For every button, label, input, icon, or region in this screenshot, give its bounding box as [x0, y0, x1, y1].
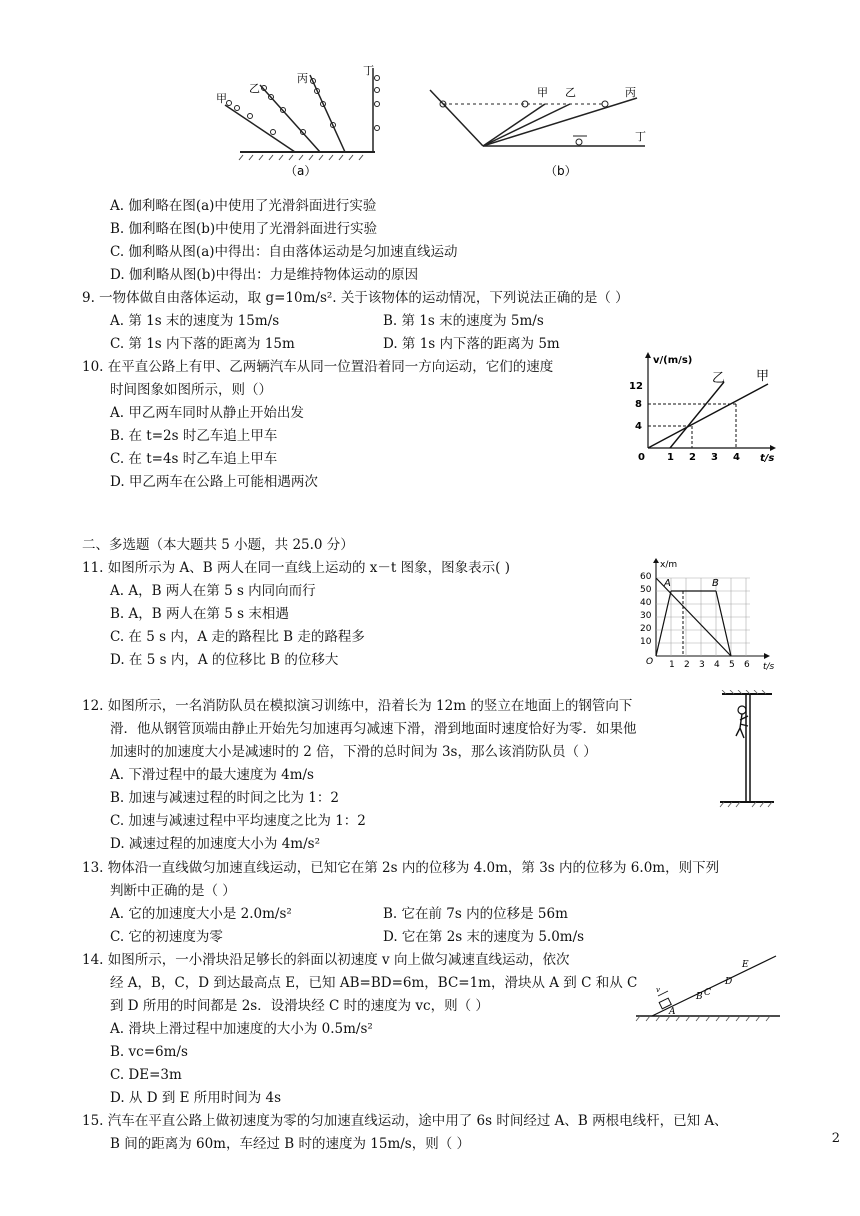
q14-incline-figure [634, 950, 784, 1022]
q13-stem-1: 13. 物体沿一直线做匀加速直线运动，已知它在第 2s 内的位移为 4.0m，第 3s 内的位移为 6.0m，则下列 [82, 860, 720, 876]
q14-label-a: A [669, 1007, 676, 1017]
q8-option-b: B. 伽利略在图(b)中使用了光滑斜面进行实验 [110, 221, 378, 237]
q11-label-a: A [664, 578, 671, 589]
q9-option-c: C. 第 1s 内下落的距离为 15m [110, 336, 295, 352]
caption-b: （b） [545, 164, 577, 178]
q10-y-tick-4: 4 [635, 421, 642, 432]
q11-option-a: A. A，B 两人在第 5 s 内同向而行 [110, 583, 316, 599]
q10-option-a: A. 甲乙两车同时从静止开始出发 [110, 405, 304, 421]
q11-y-tick-20: 20 [640, 624, 652, 634]
q10-option-b: B. 在 t=2s 时乙车追上甲车 [110, 428, 278, 444]
q13-option-c: C. 它的初速度为零 [110, 929, 223, 945]
q12-stem-3: 加速时的加速度大小是减速时的 2 倍，下滑的总时间为 3s，那么该消防队员（ ） [110, 744, 597, 760]
q9-option-a: A. 第 1s 末的速度为 15m/s [110, 313, 280, 329]
q14-label-c: C [704, 988, 711, 998]
q10-x-label: t/s [760, 453, 775, 464]
q11-x-tick-2: 2 [684, 660, 690, 670]
q13-option-d: D. 它在第 2s 末的速度为 5.0m/s [383, 929, 585, 945]
q14-stem-2: 经 A，B，C，D 到达最高点 E，已知 AB=BD=6m，BC=1m，滑块从 A 到 C 和从 C [110, 975, 638, 991]
q9-option-d: D. 第 1s 内下落的距离为 5m [383, 336, 560, 352]
q10-option-c: C. 在 t=4s 时乙车追上甲车 [110, 451, 278, 467]
label-yi-b: 乙 [565, 86, 576, 99]
q11-x-label: t/s [763, 662, 775, 670]
q11-x-tick-6: 6 [744, 660, 750, 670]
q14-option-d: D. 从 D 到 E 所用时间为 4s [110, 1090, 282, 1106]
q13-option-a: A. 它的加速度大小是 2.0m/s² [110, 906, 292, 922]
q12-stem-1: 12. 如图所示，一名消防队员在模拟演习训练中，沿着长为 12m 的竖立在地面上的钢管向下 [82, 698, 633, 714]
q10-vt-graph [620, 352, 780, 464]
q15-stem-1: 15. 汽车在平直公路上做初速度为零的匀加速直线运动，途中用了 6s 时间经过 A、B 两根电线杆，已知 A、 [82, 1113, 728, 1129]
q14-stem-3: 到 D 所用的时间都是 2s．设滑块经 C 时的速度为 vc，则（ ） [110, 998, 489, 1014]
q11-y-tick-30: 30 [640, 611, 652, 621]
q14-label-d: D [725, 977, 733, 987]
q15-stem-2: B 间的距离为 60m，车经过 B 时的速度为 15m/s，则（ ） [110, 1136, 471, 1152]
q14-option-a: A. 滑块上滑过程中加速度的大小为 0.5m/s² [110, 1021, 373, 1037]
galileo-figure [215, 60, 655, 180]
q11-x-tick-1: 1 [669, 660, 675, 670]
q14-label-v: v [656, 986, 660, 994]
q11-option-d: D. 在 5 s 内，A 的位移比 B 的位移大 [110, 652, 339, 668]
q10-series-jia: 甲 [756, 369, 770, 384]
q11-option-c: C. 在 5 s 内，A 走的路程比 B 走的路程多 [110, 629, 365, 645]
q8-option-d: D. 伽利略从图(b)中得出：力是维持物体运动的原因 [110, 267, 419, 283]
q8-option-c: C. 伽利略从图(a)中得出：自由落体运动是匀加速直线运动 [110, 244, 458, 260]
q14-option-b: B. vc=6m/s [110, 1044, 188, 1060]
q9-option-b: B. 第 1s 末的速度为 5m/s [383, 313, 544, 329]
q10-x-tick-4: 4 [733, 452, 740, 463]
section-heading-multi-choice: 二、多选题（本大题共 5 小题，共 25.0 分） [82, 537, 354, 553]
q12-option-d: D. 减速过程的加速度大小为 4m/s² [110, 836, 320, 852]
q11-y-tick-40: 40 [640, 598, 652, 608]
q10-stem-2: 时间图象如图所示，则（） [110, 382, 272, 398]
q13-stem-2: 判断中正确的是（ ） [110, 883, 236, 899]
q12-option-a: A. 下滑过程中的最大速度为 4m/s [110, 767, 314, 783]
q10-y-tick-0: 0 [638, 452, 645, 463]
q11-y-tick-10: 10 [640, 637, 652, 647]
label-bing-b: 丙 [625, 86, 636, 99]
q11-x-tick-4: 4 [714, 660, 720, 670]
q11-origin: O [646, 657, 654, 667]
label-ding-a: 丁 [363, 64, 374, 77]
q8-option-a: A. 伽利略在图(a)中使用了光滑斜面进行实验 [110, 198, 377, 214]
q10-series-yi: 乙 [712, 371, 726, 386]
q11-label-b: B [712, 578, 719, 589]
label-jia-b: 甲 [537, 86, 548, 99]
q12-stem-2: 滑．他从钢管顶端由静止开始先匀加速再匀减速下滑，滑到地面时速度恰好为零．如果他 [110, 721, 637, 737]
q10-x-tick-2: 2 [689, 452, 696, 463]
label-ding-b: 丁 [635, 130, 646, 143]
q12-option-b: B. 加速与减速过程的时间之比为 1：2 [110, 790, 339, 806]
q14-label-b: B [696, 992, 703, 1002]
q14-stem-1: 14. 如图所示，一小滑块沿足够长的斜面以初速度 v 向上做匀减速直线运动，依次 [82, 952, 570, 968]
q10-y-tick-8: 8 [635, 399, 642, 410]
q12-fire-pole-figure [716, 690, 776, 808]
q11-stem: 11. 如图所示为 A、B 两人在同一直线上运动的 x－t 图象，图象表示( ) [82, 560, 510, 576]
q10-x-tick-3: 3 [711, 452, 718, 463]
q11-y-tick-60: 60 [640, 572, 652, 582]
q10-stem-1: 10. 在平直公路上有甲、乙两辆汽车从同一位置沿着同一方向运动，它们的速度 [82, 359, 554, 375]
label-yi-a: 乙 [249, 82, 260, 95]
label-jia-a: 甲 [216, 92, 227, 105]
q13-option-b: B. 它在前 7s 内的位移是 56m [383, 906, 568, 922]
q11-xt-graph [622, 558, 782, 670]
q11-x-tick-3: 3 [699, 660, 705, 670]
q11-y-label: x/m [660, 560, 678, 570]
q9-stem: 9. 一物体做自由落体运动，取 g=10m/s². 关于该物体的运动情况，下列说法正确的是（ ） [82, 290, 629, 306]
q11-option-b: B. A，B 两人在第 5 s 末相遇 [110, 606, 289, 622]
q10-y-label: v/(m/s) [653, 355, 693, 366]
q10-option-d: D. 甲乙两车在公路上可能相遇两次 [110, 474, 318, 490]
page-number: 2 [831, 1131, 840, 1146]
q14-option-c: C. DE=3m [110, 1067, 182, 1083]
q14-label-e: E [742, 960, 749, 970]
caption-a: （a） [285, 164, 317, 178]
q11-y-tick-50: 50 [640, 585, 652, 595]
q10-y-tick-12: 12 [629, 381, 643, 392]
q11-x-tick-5: 5 [729, 660, 735, 670]
q10-x-tick-1: 1 [667, 452, 674, 463]
label-bing-a: 丙 [297, 72, 308, 85]
q12-option-c: C. 加速与减速过程中平均速度之比为 1：2 [110, 813, 366, 829]
